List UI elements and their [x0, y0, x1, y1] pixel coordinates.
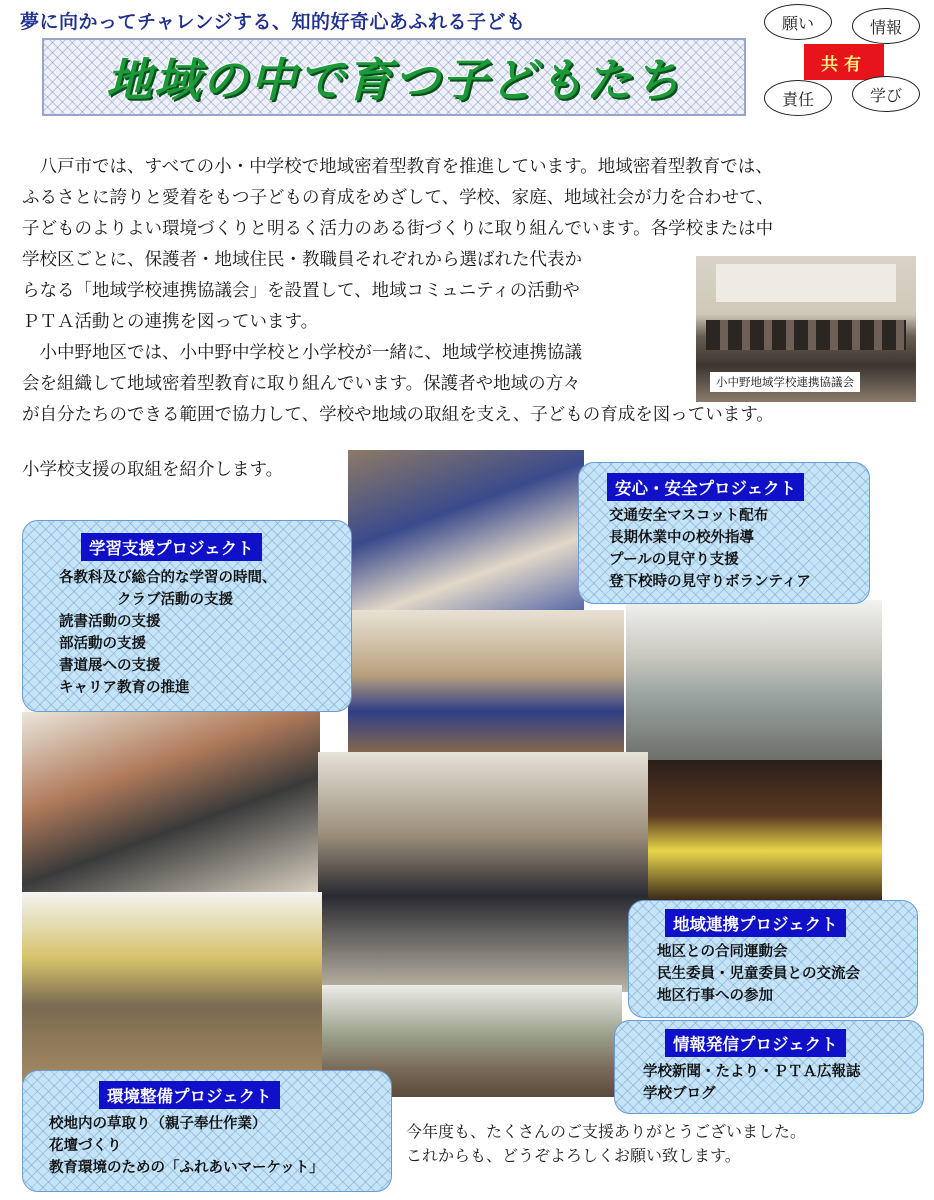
values-badge — [760, 2, 930, 120]
intro-line: 小中野地区では、小中野中学校と小学校が一緒に、地域学校連携協議 — [22, 343, 582, 363]
project-community-items — [657, 941, 860, 1007]
project-info-title: 情報発信プロジェクト — [665, 1029, 846, 1057]
intro-line: 子どものよりよい環境づくりと明るく活力のある街づくりに取り組んでいます。各学校または中 — [22, 219, 774, 239]
project-safety — [578, 462, 870, 604]
list-item: 部活動の支援 — [59, 636, 146, 652]
intro-line: ＰＴＡ活動との連携を図っています。 — [22, 312, 319, 332]
closing-line: これからも、どうぞよろしくお願い致します。 — [406, 1146, 741, 1165]
list-item: プールの見守り支援 — [609, 552, 739, 568]
title-banner — [42, 38, 746, 116]
list-item: 交通安全マスコット配布 — [609, 508, 769, 524]
photo-cooking — [22, 712, 320, 892]
project-learning-title: 学習支援プロジェクト — [81, 533, 262, 561]
badge-info: 情報 — [852, 8, 920, 44]
list-item: 書道展への支援 — [59, 658, 161, 674]
intro-line: 学校区ごとに、保護者・地域住民・教職員それぞれから選ばれた代表か — [22, 250, 582, 270]
project-info — [614, 1020, 924, 1114]
closing-message — [406, 1120, 806, 1168]
photo-classroom-lecture — [318, 752, 648, 992]
list-item: 地区との合同運動会 — [657, 944, 788, 960]
list-item: 学校ブログ — [643, 1086, 716, 1102]
list-item: 民生委員・児童委員との交流会 — [657, 966, 860, 982]
project-community — [628, 900, 918, 1018]
intro-text — [22, 152, 774, 431]
photo-mascot-distribution — [348, 450, 584, 610]
list-item: キャリア教育の推進 — [59, 680, 190, 696]
meeting-photo-caption: 小中野地域学校連携協議会 — [710, 372, 860, 392]
list-item: 読書活動の支援 — [59, 614, 161, 630]
photo-stage-event — [648, 760, 882, 900]
project-info-items — [643, 1061, 861, 1105]
list-item: 花壇づくり — [49, 1138, 122, 1154]
list-item: 登下校時の見守りボランティア — [609, 574, 811, 590]
project-learning-items — [59, 567, 277, 699]
list-item: 教育環境のための「ふれあいマーケット」 — [49, 1160, 324, 1176]
closing-line: 今年度も、たくさんのご支援ありがとうございました。 — [406, 1122, 807, 1141]
badge-wish: 願い — [764, 4, 832, 40]
project-safety-title: 安心・安全プロジェクト — [607, 473, 804, 501]
list-item: 学校新聞・たより・ＰＴＡ広報誌 — [643, 1064, 861, 1080]
photo-career-talk — [348, 610, 624, 755]
intro-line: 八戸市では、すべての小・中学校で地域密着型教育を推進しています。地域密着型教育では、 — [22, 157, 773, 177]
meeting-photo — [696, 256, 916, 402]
photo-road-crossing — [626, 600, 882, 760]
intro-line: らなる「地域学校連携協議会」を設置して、地域コミュニティの活動や — [22, 281, 580, 301]
project-environment — [22, 1070, 392, 1192]
header-subtitle: 夢に向かってチャレンジする、知的好奇心あふれる子ども — [20, 11, 526, 33]
photo-flower-bed — [22, 892, 322, 1082]
project-environment-items — [49, 1113, 324, 1179]
badge-learning: 学び — [852, 76, 920, 112]
badge-responsibility: 責任 — [764, 80, 832, 116]
page-title: 地域の中で育つ子どもたち — [106, 53, 682, 107]
intro-line: が自分たちのできる範囲で協力して、学校や地域の取組を支え、子どもの育成を図っています。 — [22, 405, 774, 425]
list-item: 長期休業中の校外指導 — [609, 530, 754, 546]
project-learning — [22, 520, 352, 712]
intro-lead: 小学校支援の取組を紹介します。 — [22, 460, 284, 480]
list-item: 地区行事への参加 — [657, 988, 773, 1004]
intro-line: ふるさとに誇りと愛着をもつ子どもの育成をめざして、学校、家庭、地域社会が力を合わせて、 — [22, 188, 774, 208]
list-item: 各教科及び総合的な学習の時間、 — [59, 570, 277, 586]
list-item: 校地内の草取り（親子奉仕作業） — [49, 1116, 267, 1132]
project-environment-title: 環境整備プロジェクト — [99, 1081, 280, 1109]
intro-line: 会を組織して地域密着型教育に取り組んでいます。保護者や地域の方々 — [22, 374, 581, 394]
badge-share: 共有 — [804, 44, 884, 80]
project-safety-items — [609, 505, 811, 593]
list-item: クラブ活動の支援 — [59, 592, 233, 608]
project-community-title: 地域連携プロジェクト — [665, 909, 846, 937]
